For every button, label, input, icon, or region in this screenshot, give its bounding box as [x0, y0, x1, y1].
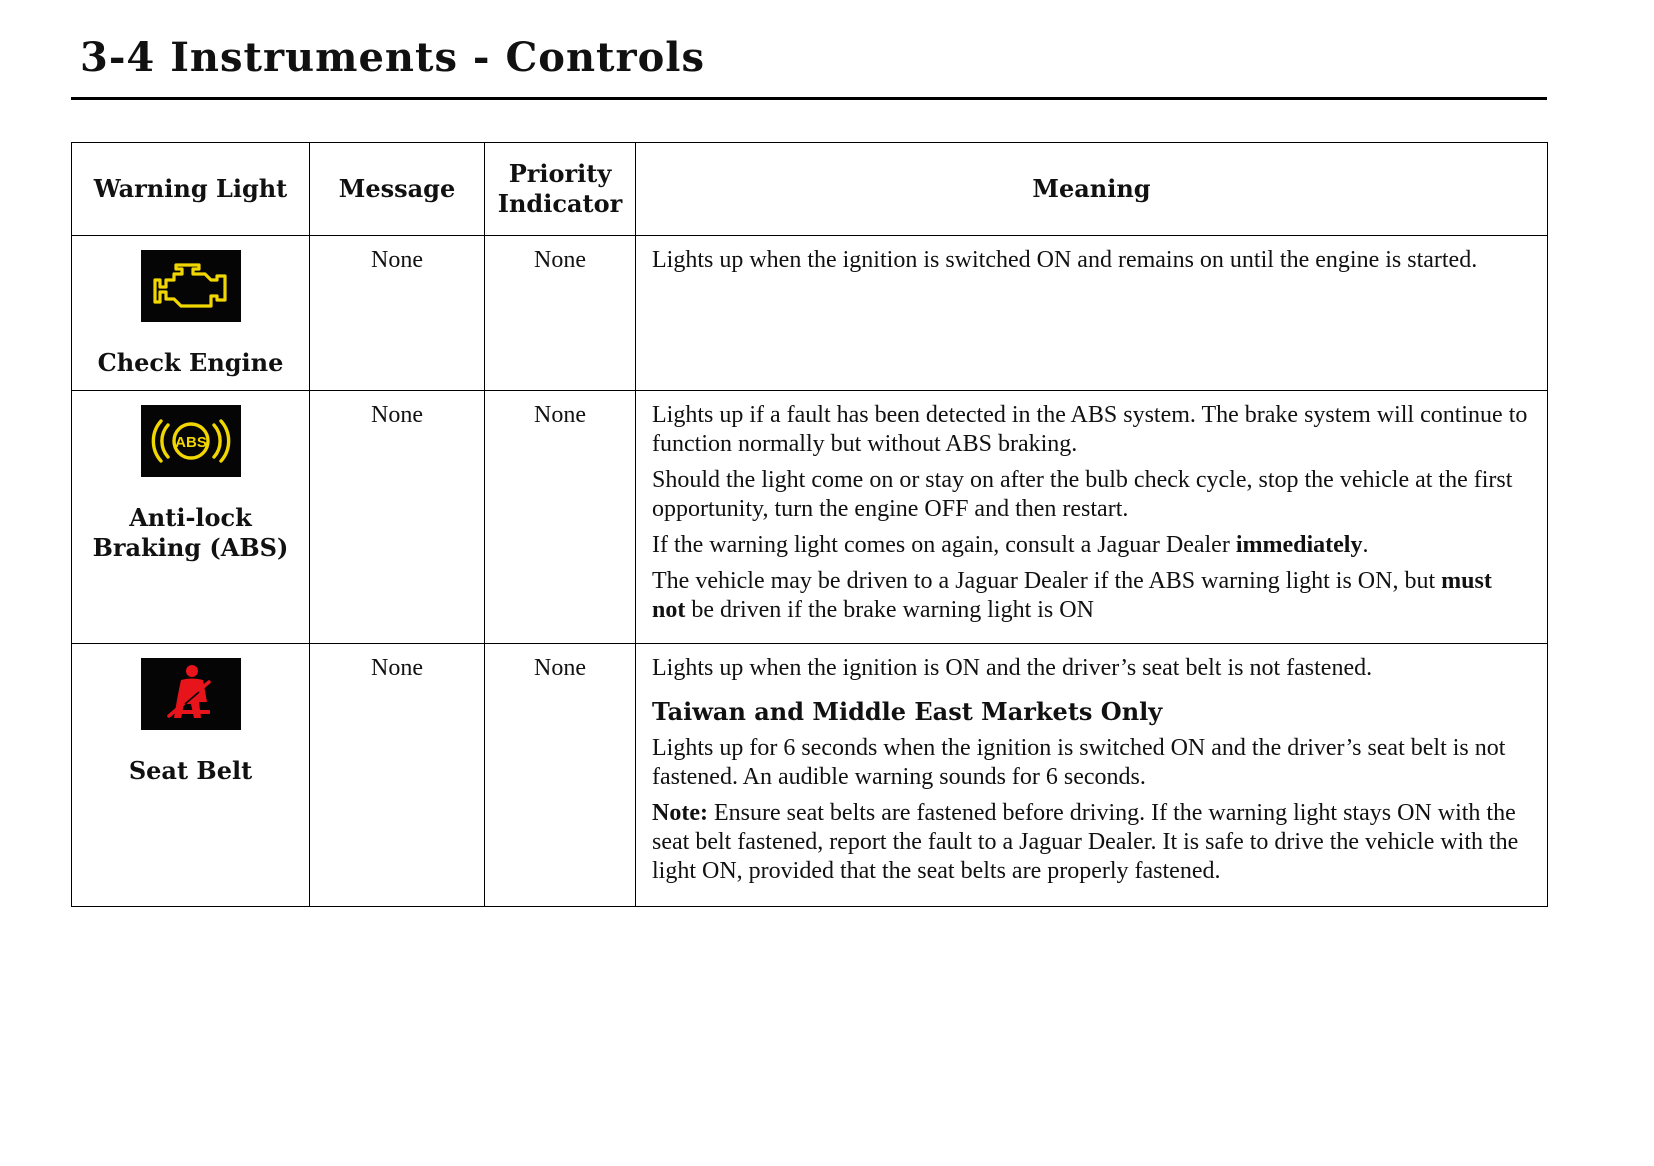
header-priority-indicator — [485, 143, 636, 236]
message-cell: None — [310, 644, 485, 907]
note-text: Ensure seat belts are fastened before driving. If the warning light stays ON with the seat belt fastened, report the fault to a Jaguar Dealer. It is safe to drive the vehicle with the light ON, provided that the seat belts are properly fastened. — [652, 800, 1519, 884]
priority-cell: None — [485, 391, 636, 644]
meaning-paragraph: Lights up if a fault has been detected in the ABS system. The brake system will continue to function normally but without ABS braking. — [652, 402, 1528, 457]
warning-light-label-line2: Braking (ABS) — [92, 533, 289, 562]
meaning-paragraph — [652, 567, 1531, 625]
meaning-text: The vehicle may be driven to a Jaguar Dealer if the ABS warning light is ON, but — [652, 568, 1442, 594]
title-rule — [71, 97, 1547, 100]
meaning-paragraph: Lights up when the ignition is ON and the driver’s seat belt is not fastened. — [652, 655, 1373, 681]
priority-cell: None — [485, 644, 636, 907]
meaning-cell — [636, 236, 1548, 391]
warning-light-cell — [72, 644, 310, 907]
header-message: Message — [310, 143, 485, 236]
priority-cell: None — [485, 236, 636, 391]
note-label: Note: — [652, 800, 708, 826]
message-cell: None — [310, 391, 485, 644]
page-title: 3-4 Instruments - Controls — [80, 34, 705, 81]
meaning-emphasis: must not — [652, 568, 1492, 623]
message-cell: None — [310, 236, 485, 391]
meaning-cell — [636, 391, 1548, 644]
meaning-paragraph: Should the light come on or stay on after the bulb check cycle, stop the vehicle at the first opportunity, turn the engine OFF and then restart. — [652, 467, 1513, 522]
header-priority-line1: Priority — [508, 159, 612, 188]
check-engine-icon — [141, 250, 241, 322]
meaning-text: be driven if the brake warning light is ON — [685, 597, 1094, 623]
abs-icon — [141, 405, 241, 477]
abs-icon-text: ABS — [174, 434, 207, 451]
header-warning-light: Warning Light — [72, 143, 310, 236]
header-meaning: Meaning — [636, 143, 1548, 236]
market-sub-heading: Taiwan and Middle East Markets Only — [652, 697, 1163, 726]
warning-light-label: Check Engine — [97, 348, 284, 377]
meaning-cell — [636, 644, 1548, 907]
warning-lights-table — [71, 142, 1548, 907]
seat-belt-icon — [141, 658, 241, 730]
note-paragraph — [652, 799, 1531, 886]
warning-light-cell — [72, 391, 310, 644]
table-row — [72, 644, 1548, 907]
warning-light-label — [80, 503, 301, 563]
table-row — [72, 236, 1548, 391]
meaning-paragraph — [652, 531, 1531, 560]
warning-light-label: Seat Belt — [128, 756, 253, 785]
meaning-paragraph: Lights up for 6 seconds when the ignition is switched ON and the driver’s seat belt is not fastened. An audible warning sounds for 6 seconds. — [652, 735, 1506, 790]
warning-light-cell — [72, 236, 310, 391]
header-priority-line2: Indicator — [497, 189, 623, 218]
meaning-paragraph: Lights up when the ignition is switched ON and remains on until the engine is started. — [652, 247, 1478, 273]
meaning-text: If the warning light comes on again, consult a Jaguar Dealer — [652, 532, 1236, 558]
meaning-text: . — [1362, 532, 1369, 558]
warning-light-label-line1: Anti-lock — [129, 503, 252, 532]
table-header-row — [72, 143, 1548, 236]
meaning-emphasis: immediately — [1235, 532, 1363, 558]
table-row — [72, 391, 1548, 644]
